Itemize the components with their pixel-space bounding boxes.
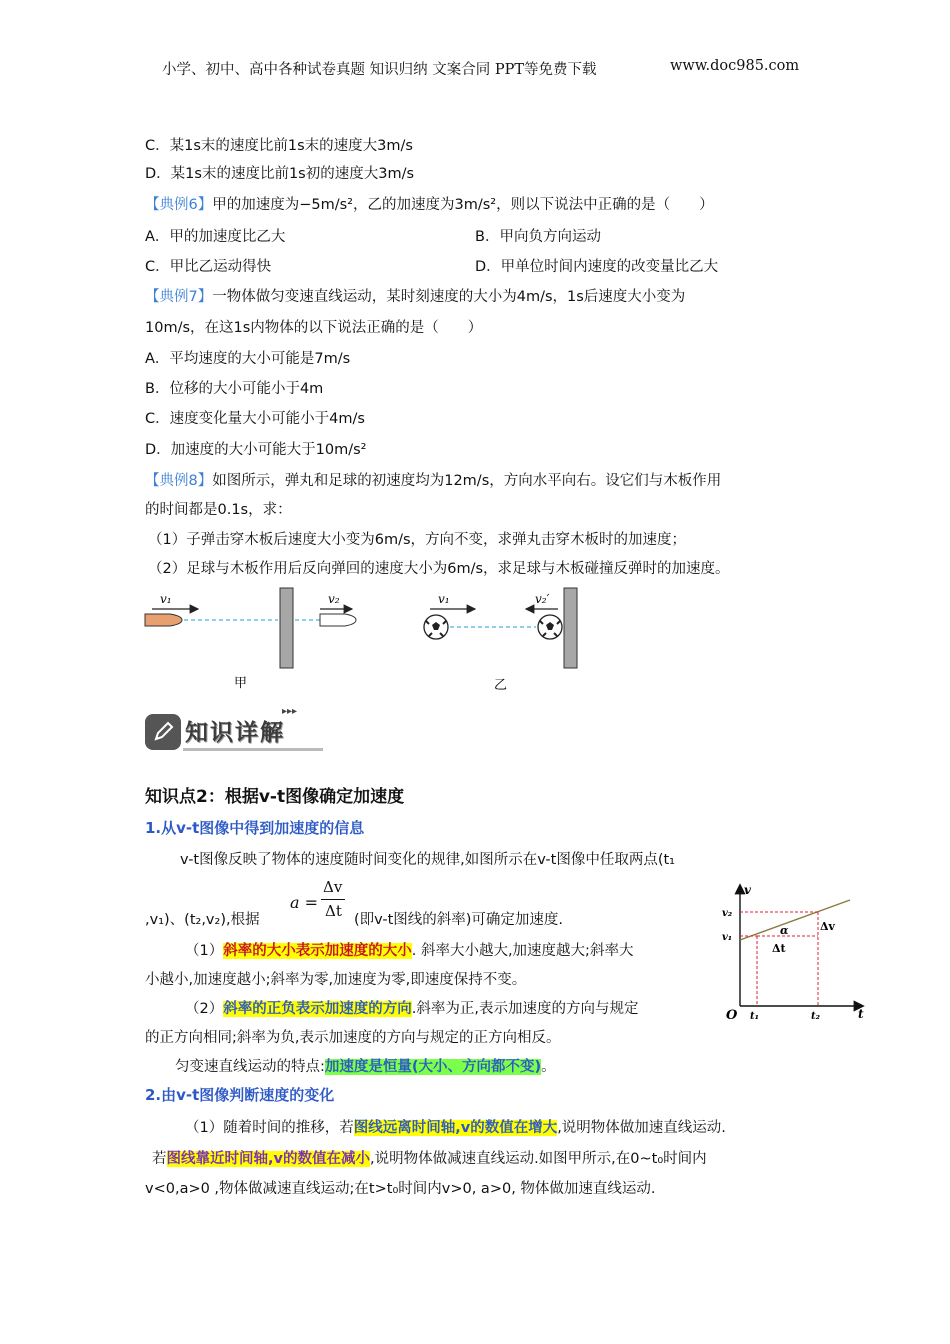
kp2-p7-post: 。 — [541, 1059, 556, 1075]
kp2-p5-post: .斜率为正,表示加速度的方向与规定 — [411, 1001, 639, 1017]
example-8-q2: （2）足球与木板作用后反向弹回的速度大小为6m/s，求足球与木板碰撞反弹时的加速度。 — [148, 561, 730, 577]
header-right: www.doc985.com — [670, 58, 800, 74]
graph-alpha: α — [780, 924, 789, 937]
example-6-d: D．甲单位时间内速度的改变量比乙大 — [475, 259, 719, 275]
banner-underline — [183, 748, 323, 751]
kp2-p3-highlight: 斜率的大小表示加速度的大小 — [223, 943, 412, 959]
example-7-b: B．位移的大小可能小于4m — [145, 381, 324, 397]
formula-bar — [321, 899, 345, 900]
bullet-after — [320, 614, 356, 626]
kp2-p3-pre: （1） — [185, 943, 224, 959]
example-7-c: C．速度变化量大小可能小于4m/s — [145, 411, 365, 427]
example-8-text-2: 的时间都是0.1s，求： — [145, 502, 292, 518]
example-7-a: A．平均速度的大小可能是7m/s — [145, 351, 351, 367]
example-6-text: 甲的加速度为−5m/s²，乙的加速度为3m/s²，则以下说法中正确的是（ ） — [212, 197, 714, 213]
knowledge-banner — [145, 706, 325, 752]
kp2-p8-pre: （1）随着时间的推移，若 — [185, 1120, 354, 1136]
kp2-p5-pre: （2） — [185, 1001, 224, 1017]
kp2-p1: v-t图像反映了物体的速度随时间变化的规律,如图所示在v-t图像中任取两点(t₁ — [180, 852, 675, 868]
vt-graph — [722, 878, 872, 1023]
kp2-p6: 的正方向相同;斜率为负,表示加速度的方向与规定的正方向相反。 — [145, 1030, 561, 1046]
kp2-p2a: ,v₁)、(t₂,v₂),根据 — [145, 912, 260, 928]
formula-denominator: Δt — [325, 902, 342, 920]
example-8-text-1: 如图所示，弹丸和足球的初速度均为12m/s，方向水平向右。设它们与木板作用 — [212, 473, 722, 489]
label-yi: 乙 — [494, 678, 508, 693]
example-7-text-2: 10m/s，在这1s内物体的以下说法正确的是（ ） — [145, 320, 483, 336]
example-6-line — [145, 193, 714, 214]
graph-t-label: t — [858, 1007, 864, 1021]
kp2-p9 — [152, 1147, 707, 1168]
banner-title: 知识详解 — [185, 720, 285, 746]
graph-dv: Δv — [820, 920, 835, 933]
football-before — [424, 615, 448, 639]
kp2-section-1: 1.从v-t图像中得到加速度的信息 — [145, 819, 365, 837]
header-left: 小学、初中、高中各种试卷真题 知识归纳 文案合同 PPT等免费下载 — [162, 62, 597, 78]
example-6-a: A．甲的加速度比乙大 — [145, 229, 286, 245]
kp2-p7-pre: 匀变速直线运动的特点: — [175, 1059, 325, 1075]
bullet-before — [145, 614, 182, 626]
kp2-p9-pre: 若 — [152, 1151, 167, 1167]
kp2-section-2: 2.由v-t图像判断速度的变化 — [145, 1086, 335, 1104]
kp2-p3-post: . 斜率大小越大,加速度越大;斜率大 — [411, 943, 634, 959]
example-6-label: 【典例6】 — [145, 197, 213, 213]
example-7-label: 【典例7】 — [145, 289, 213, 305]
example-8-q1: （1）子弹击穿木板后速度大小变为6m/s，方向不变，求弹丸击穿木板时的加速度； — [148, 532, 687, 548]
kp2-p7-highlight: 加速度是恒量(大小、方向都不变) — [324, 1059, 542, 1075]
kp2-p3 — [185, 939, 633, 960]
example-6-b: B．甲向负方向运动 — [475, 229, 601, 245]
kp2-p8 — [185, 1116, 726, 1137]
kp2-p2b: (即v-t图线的斜率)可确定加速度. — [354, 912, 564, 928]
kp2-p5-highlight: 斜率的正负表示加速度的方向 — [223, 1001, 412, 1017]
example-7-line — [145, 285, 685, 306]
graph-dt: Δt — [772, 942, 786, 955]
label-v1: v₁ — [160, 592, 172, 606]
kp2-p9-highlight: 图线靠近时间轴,v的数值在减小 — [166, 1151, 370, 1167]
option-d: D．某1s末的速度比前1s初的速度大3m/s — [145, 166, 415, 182]
label-v2: v₂ — [328, 592, 340, 606]
football-after — [538, 615, 562, 639]
example-7-text-1: 一物体做匀变速直线运动，某时刻速度的大小为4m/s，1s后速度大小变为 — [212, 289, 686, 305]
pencil-icon — [145, 714, 181, 750]
graph-v-label: v — [744, 883, 751, 897]
kp2-p9-post: ,说明物体做减速直线运动.如图甲所示,在0~t₀时间内 — [369, 1151, 707, 1167]
board-1 — [280, 588, 293, 668]
kp2-p4: 小越小,加速度越小;斜率为零,加速度为零,即速度保持不变。 — [145, 972, 527, 988]
board-2 — [564, 588, 577, 668]
label-v1-ball: v₁ — [438, 592, 450, 606]
formula-numerator: Δv — [323, 878, 343, 896]
kp2-p5 — [185, 997, 638, 1018]
example-6-c: C．甲比乙运动得快 — [145, 259, 272, 275]
example-8-label: 【典例8】 — [145, 473, 213, 489]
example-8-line — [145, 469, 721, 490]
graph-v1: v₁ — [722, 932, 733, 943]
graph-t1: t₁ — [750, 1011, 759, 1022]
label-v2-prime: v₂′ — [535, 592, 550, 606]
example-7-d: D．加速度的大小可能大于10m/s² — [145, 442, 367, 458]
formula-lhs: a = — [290, 893, 319, 912]
figure-bullet-football — [140, 585, 600, 695]
kp2-p7 — [175, 1055, 556, 1076]
kp2-title: 知识点2：根据v-t图像确定加速度 — [145, 787, 405, 807]
kp2-p10: v<0,a>0 ,物体做减速直线运动;在t>t₀时间内v>0, a>0, 物体做加速直线运动. — [145, 1181, 656, 1197]
graph-v2: v₂ — [722, 908, 733, 919]
option-c: C．某1s末的速度比前1s末的速度大3m/s — [145, 138, 413, 154]
kp2-p8-highlight: 图线远离时间轴,v的数值在增大 — [353, 1120, 558, 1136]
banner-arrows-icon: ▸▸▸ — [282, 706, 298, 717]
kp2-p8-post: ,说明物体做加速直线运动. — [557, 1120, 726, 1136]
graph-t2: t₂ — [811, 1011, 820, 1022]
graph-origin: O — [726, 1008, 738, 1023]
label-jia: 甲 — [234, 676, 248, 691]
